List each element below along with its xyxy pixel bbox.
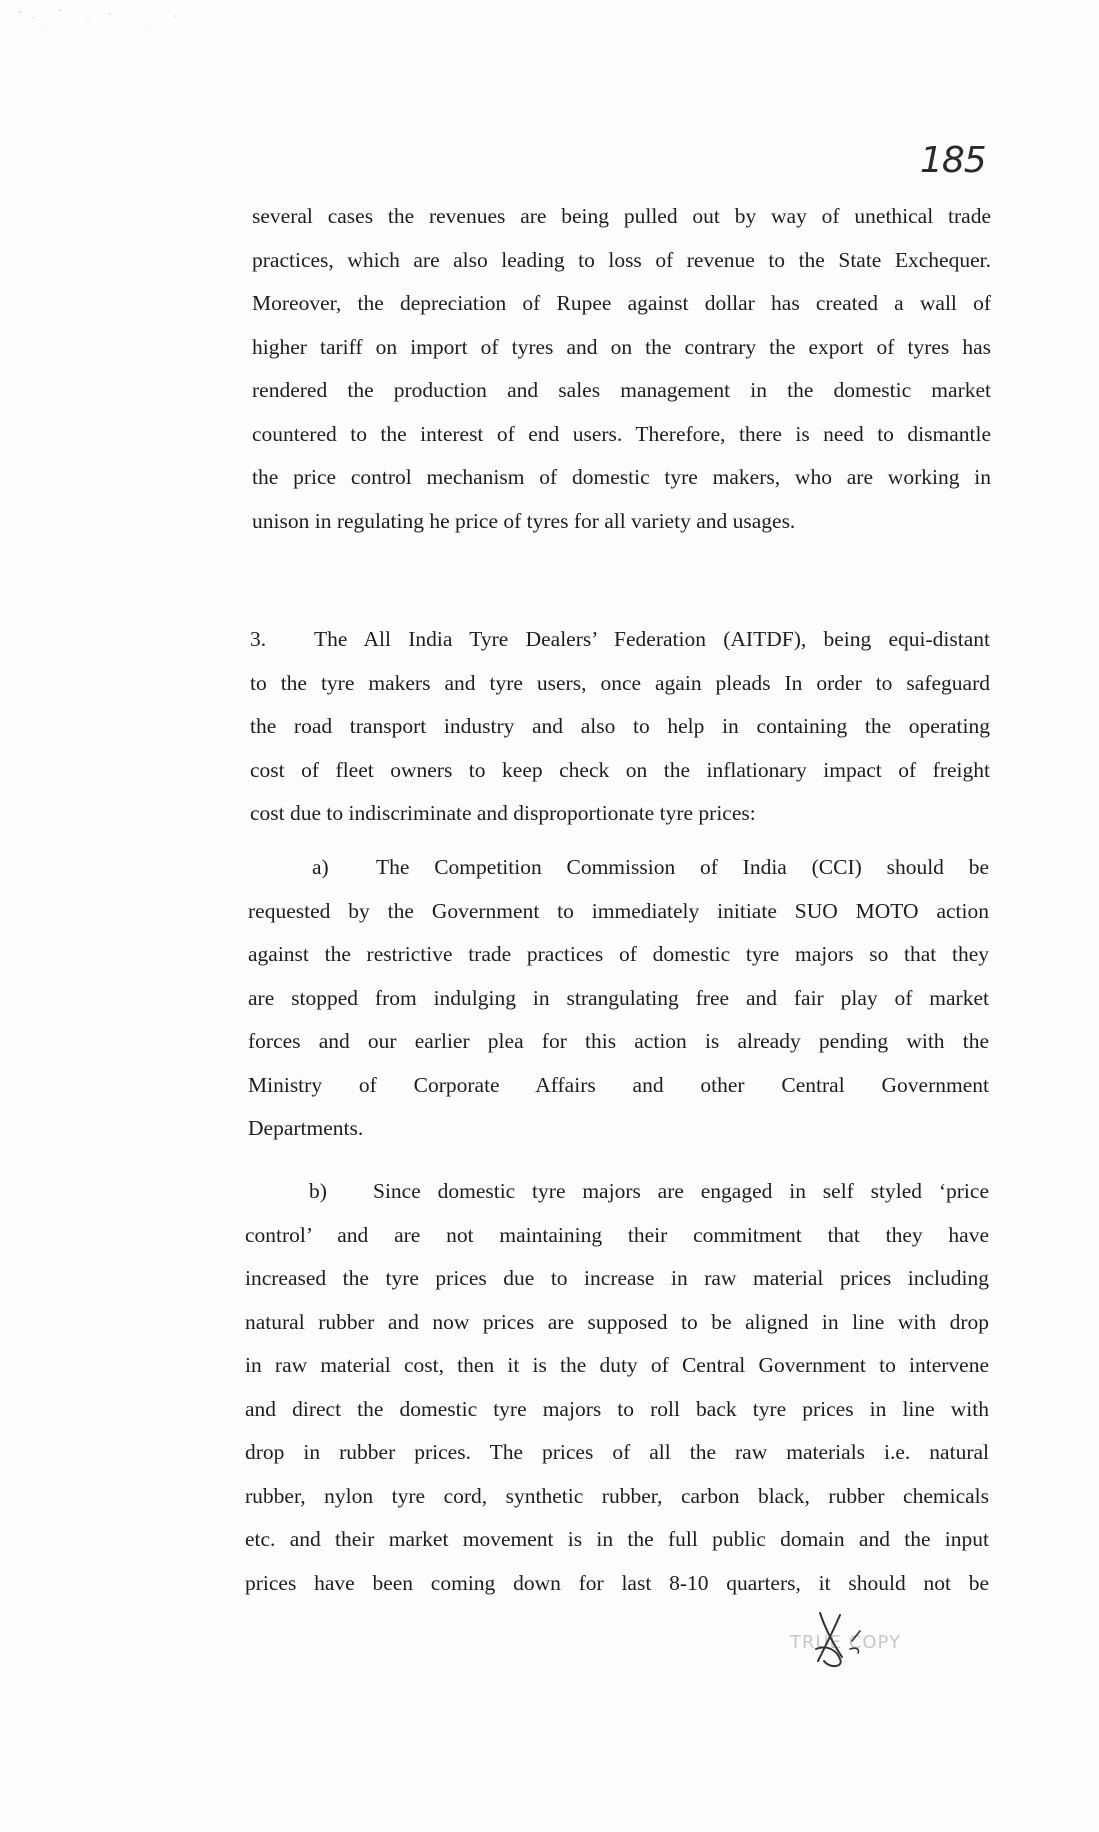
- text-line: rubber, nylon tyre cord, synthetic rubber, carbon black, rubber chemicals: [245, 1483, 989, 1508]
- text-line: requested by the Government to immediately initiate SUO MOTO action: [248, 898, 989, 923]
- text-line: in raw material cost, then it is the duty of Central Government to intervene: [245, 1353, 989, 1377]
- item-label: b): [309, 1179, 327, 1203]
- text-line: increased the tyre prices due to increase in raw material prices including: [245, 1266, 989, 1290]
- text-line: drop in rubber prices. The prices of all the raw materials i.e. natural: [245, 1440, 989, 1464]
- text-segment: The All India Tyre Dealers’ Federation (AITDF), being equi-distant: [314, 627, 990, 651]
- text-line: and direct the domestic tyre majors to roll back tyre prices in line with: [245, 1396, 989, 1421]
- text-segment: The Competition Commission of India (CCI) should be: [376, 855, 989, 879]
- text-line: against the restrictive trade practices of domestic tyre majors so that they: [248, 942, 989, 966]
- true-copy-stamp: TRUE COPY: [790, 1632, 901, 1653]
- text-line: Moreover, the depreciation of Rupee against dollar has created a wall of: [252, 291, 991, 315]
- paragraph-continued: [252, 195, 991, 543]
- text-line: Ministry of Corporate Affairs and other Central Government: [248, 1072, 989, 1097]
- text-line: the price control mechanism of domestic tyre makers, who are working in: [252, 465, 991, 489]
- text-line: practices, which are also leading to loss of revenue to the State Exchequer.: [252, 247, 991, 272]
- text-line-first: [245, 1170, 989, 1214]
- paragraph-number: 3.: [250, 627, 267, 651]
- item-label: a): [312, 855, 329, 879]
- text-line: cost due to indiscriminate and disproportionate tyre prices:: [250, 801, 756, 825]
- text-line: forces and our earlier plea for this action is already pending with the: [248, 1029, 989, 1053]
- scan-specks: [0, 0, 200, 60]
- list-item-b: [245, 1170, 989, 1605]
- text-line: several cases the revenues are being pulled out by way of unethical trade: [252, 204, 991, 228]
- text-line: prices have been coming down for last 8-10 quarters, it should not be: [245, 1570, 989, 1595]
- page-number: 185: [920, 140, 986, 181]
- text-line: countered to the interest of end users. Therefore, there is need to dismantle: [252, 421, 991, 446]
- text-line: cost of fleet owners to keep check on the inflationary impact of freight: [250, 757, 990, 782]
- text-line: natural rubber and now prices are supposed to be aligned in line with drop: [245, 1309, 989, 1334]
- text-line: the road transport industry and also to help in containing the operating: [250, 714, 990, 738]
- text-line: rendered the production and sales management in the domestic market: [252, 378, 991, 402]
- text-line: unison in regulating he price of tyres for all variety and usages.: [252, 508, 796, 533]
- text-line: Departments.: [248, 1116, 364, 1140]
- text-line: are stopped from indulging in strangulating free and fair play of market: [248, 985, 989, 1010]
- text-line-first: [248, 846, 989, 890]
- text-line: control’ and are not maintaining their commitment that they have: [245, 1222, 989, 1247]
- text-segment: Since domestic tyre majors are engaged in self styled ‘price: [373, 1179, 989, 1203]
- signature-mark: [790, 1605, 900, 1675]
- list-item-a: [248, 846, 989, 1151]
- text-line: to the tyre makers and tyre users, once again pleads In order to safeguard: [250, 670, 990, 695]
- text-line: higher tariff on import of tyres and on the contrary the export of tyres has: [252, 334, 991, 359]
- text-line-first: [250, 618, 990, 662]
- text-line: etc. and their market movement is in the full public domain and the input: [245, 1527, 989, 1551]
- paragraph-3: [250, 618, 990, 836]
